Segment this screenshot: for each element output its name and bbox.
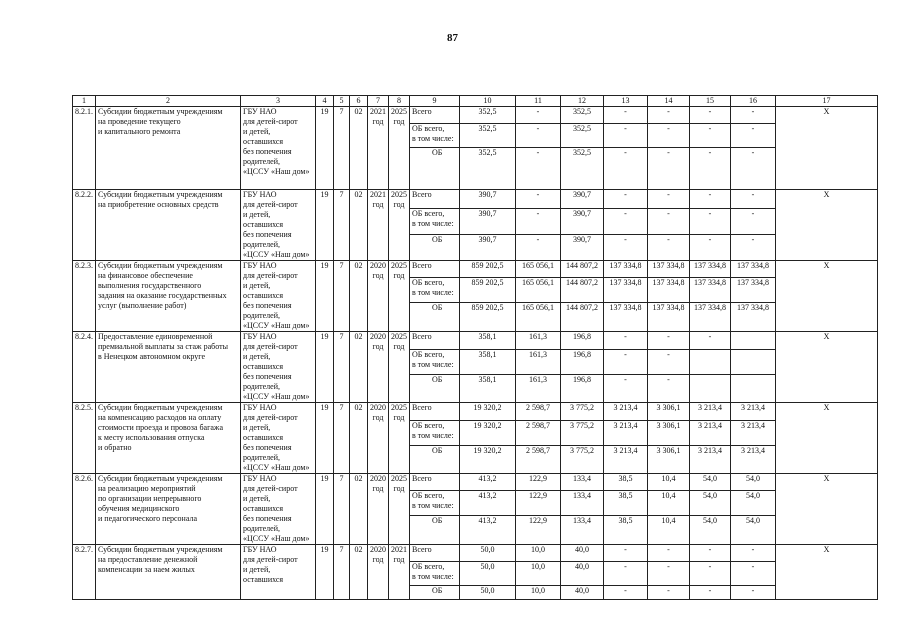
amount-cell: - bbox=[604, 562, 648, 586]
funding-source-label bbox=[410, 107, 460, 124]
col-header: 9 bbox=[410, 96, 460, 107]
col-header: 1 bbox=[73, 96, 96, 107]
item-col4: 19 bbox=[316, 545, 334, 600]
amount-cell: 10,4 bbox=[648, 516, 690, 545]
item-col5: 7 bbox=[334, 403, 350, 474]
table-row bbox=[73, 261, 878, 278]
amount-cell: 10,0 bbox=[516, 562, 561, 586]
amount-cell: - bbox=[731, 107, 776, 124]
amount-cell: 10,4 bbox=[648, 474, 690, 491]
col-header: 12 bbox=[561, 96, 604, 107]
item-col6: 02 bbox=[350, 107, 368, 190]
amount-cell: 10,0 bbox=[516, 586, 561, 600]
col-header: 11 bbox=[516, 96, 561, 107]
amount-cell: - bbox=[604, 107, 648, 124]
item-code: 8.2.6. bbox=[73, 474, 96, 545]
item-executor: ГБУ НАО для детей-сирот и детей, оставшихся без попечения родителей, «ЦССУ «Наш дом» bbox=[241, 190, 316, 261]
amount-cell: 413,2 bbox=[460, 491, 516, 516]
amount-cell: 413,2 bbox=[460, 474, 516, 491]
funding-source-text: ОБ bbox=[432, 445, 443, 455]
amount-cell: 38,5 bbox=[604, 516, 648, 545]
funding-source-text: Всего bbox=[412, 332, 432, 341]
amount-cell: - bbox=[731, 545, 776, 562]
amount-cell: 144 807,2 bbox=[561, 302, 604, 331]
amount-cell: 358,1 bbox=[460, 332, 516, 350]
amount-cell: 161,3 bbox=[516, 332, 561, 350]
item-col17: X bbox=[776, 261, 878, 332]
amount-cell: 358,1 bbox=[460, 374, 516, 402]
amount-cell: 40,0 bbox=[561, 545, 604, 562]
item-col6: 02 bbox=[350, 545, 368, 600]
col-header: 5 bbox=[334, 96, 350, 107]
amount-cell: 137 334,8 bbox=[731, 278, 776, 302]
amount-cell: - bbox=[731, 148, 776, 190]
amount-cell: 137 334,8 bbox=[648, 261, 690, 278]
amount-cell: - bbox=[731, 586, 776, 600]
amount-cell: - bbox=[690, 107, 731, 124]
amount-cell: 3 213,4 bbox=[731, 403, 776, 421]
item-col6: 02 bbox=[350, 261, 368, 332]
amount-cell: 137 334,8 bbox=[604, 302, 648, 331]
amount-cell: 859 202,5 bbox=[460, 302, 516, 331]
funding-source-text: Всего bbox=[412, 261, 432, 270]
item-name: Субсидии бюджетным учреждениям на компенсацию расходов на оплату стоимости проезда и провоза багажа к месту использования отпуска и обратно bbox=[96, 403, 241, 474]
funding-source-label bbox=[410, 586, 460, 600]
item-executor: ГБУ НАО для детей-сирот и детей, оставшихся без попечения родителей, «ЦССУ «Наш дом» bbox=[241, 474, 316, 545]
item-executor: ГБУ НАО для детей-сирот и детей, оставшихся без попечения родителей, «ЦССУ «Наш дом» bbox=[241, 261, 316, 332]
item-start-year: 2021 год bbox=[368, 190, 389, 261]
amount-cell: 122,9 bbox=[516, 491, 561, 516]
item-executor: ГБУ НАО для детей-сирот и детей, оставшихся bbox=[241, 545, 316, 600]
col-header: 2 bbox=[96, 96, 241, 107]
item-end-year: 2021 год bbox=[389, 545, 410, 600]
amount-cell: - bbox=[516, 148, 561, 190]
amount-cell: 3 306,1 bbox=[648, 403, 690, 421]
amount-cell: 137 334,8 bbox=[690, 302, 731, 331]
amount-cell: 3 775,2 bbox=[561, 420, 604, 445]
item-start-year: 2021 год bbox=[368, 107, 389, 190]
amount-cell: 3 775,2 bbox=[561, 403, 604, 421]
amount-cell: - bbox=[690, 190, 731, 209]
amount-cell: - bbox=[648, 124, 690, 148]
amount-cell: - bbox=[604, 208, 648, 235]
amount-cell: 10,0 bbox=[516, 545, 561, 562]
amount-cell: 3 213,4 bbox=[690, 403, 731, 421]
amount-cell: 3 213,4 bbox=[604, 420, 648, 445]
item-col17: X bbox=[776, 403, 878, 474]
amount-cell: - bbox=[690, 235, 731, 261]
col-header: 7 bbox=[368, 96, 389, 107]
funding-source-label bbox=[410, 491, 460, 516]
amount-cell: 161,3 bbox=[516, 349, 561, 374]
amount-cell: - bbox=[516, 208, 561, 235]
funding-source-label bbox=[410, 349, 460, 374]
item-end-year: 2025 год bbox=[389, 107, 410, 190]
table-row bbox=[73, 403, 878, 421]
funding-source-label bbox=[410, 124, 460, 148]
amount-cell: - bbox=[690, 208, 731, 235]
table-row bbox=[73, 190, 878, 209]
funding-source-text: ОБ bbox=[432, 235, 443, 245]
funding-source-text: ОБ bbox=[432, 586, 443, 595]
item-col17: X bbox=[776, 332, 878, 403]
amount-cell: 19 320,2 bbox=[460, 420, 516, 445]
funding-source-text: ОБ всего, в том числе: bbox=[412, 349, 454, 369]
amount-cell: - bbox=[648, 562, 690, 586]
funding-source-label bbox=[410, 374, 460, 402]
funding-source-text: Всего bbox=[412, 474, 432, 483]
funding-source-label bbox=[410, 148, 460, 190]
funding-source-text: Всего bbox=[412, 190, 432, 199]
amount-cell: 390,7 bbox=[460, 190, 516, 209]
amount-cell: 165 056,1 bbox=[516, 261, 561, 278]
amount-cell: - bbox=[731, 190, 776, 209]
item-col4: 19 bbox=[316, 261, 334, 332]
funding-source-text: Всего bbox=[412, 545, 432, 554]
amount-cell: - bbox=[604, 374, 648, 402]
col-header: 13 bbox=[604, 96, 648, 107]
funding-source-text: ОБ bbox=[432, 516, 443, 526]
budget-table bbox=[72, 95, 878, 600]
item-end-year: 2025 год bbox=[389, 261, 410, 332]
amount-cell: 38,5 bbox=[604, 474, 648, 491]
amount-cell: 165 056,1 bbox=[516, 302, 561, 331]
item-executor: ГБУ НАО для детей-сирот и детей, оставшихся без попечения родителей, «ЦССУ «Наш дом» bbox=[241, 403, 316, 474]
table-row bbox=[73, 545, 878, 562]
amount-cell: 196,8 bbox=[561, 374, 604, 402]
amount-cell: 196,8 bbox=[561, 332, 604, 350]
funding-source-label bbox=[410, 445, 460, 473]
item-col5: 7 bbox=[334, 474, 350, 545]
amount-cell: 54,0 bbox=[690, 491, 731, 516]
item-name: Субсидии бюджетным учреждениям на предоставление денежной компенсации за наем жилых bbox=[96, 545, 241, 600]
amount-cell: - bbox=[648, 107, 690, 124]
amount-cell: 54,0 bbox=[731, 474, 776, 491]
amount-cell: 352,5 bbox=[460, 124, 516, 148]
item-col17: X bbox=[776, 190, 878, 261]
col-header: 8 bbox=[389, 96, 410, 107]
amount-cell: 54,0 bbox=[731, 491, 776, 516]
amount-cell: 352,5 bbox=[460, 148, 516, 190]
amount-cell: 352,5 bbox=[561, 148, 604, 190]
funding-source-label bbox=[410, 302, 460, 331]
amount-cell: 50,0 bbox=[460, 545, 516, 562]
funding-source-text: ОБ bbox=[432, 374, 443, 384]
item-start-year: 2020 год bbox=[368, 261, 389, 332]
item-col5: 7 bbox=[334, 107, 350, 190]
amount-cell: - bbox=[648, 190, 690, 209]
amount-cell: 19 320,2 bbox=[460, 403, 516, 421]
amount-cell: 19 320,2 bbox=[460, 445, 516, 473]
amount-cell: 3 775,2 bbox=[561, 445, 604, 473]
item-end-year: 2025 год bbox=[389, 332, 410, 403]
amount-cell: - bbox=[648, 208, 690, 235]
table-row bbox=[73, 474, 878, 491]
item-col6: 02 bbox=[350, 474, 368, 545]
item-col6: 02 bbox=[350, 403, 368, 474]
amount-cell: 165 056,1 bbox=[516, 278, 561, 302]
amount-cell: - bbox=[604, 545, 648, 562]
item-name: Субсидии бюджетным учреждениям на приобретение основных средств bbox=[96, 190, 241, 261]
amount-cell: - bbox=[690, 545, 731, 562]
item-col17: X bbox=[776, 474, 878, 545]
amount-cell: - bbox=[648, 374, 690, 402]
funding-source-text: ОБ всего, в том числе: bbox=[412, 562, 454, 581]
amount-cell: 859 202,5 bbox=[460, 278, 516, 302]
item-col4: 19 bbox=[316, 190, 334, 261]
item-start-year: 2020 год bbox=[368, 332, 389, 403]
col-header: 4 bbox=[316, 96, 334, 107]
amount-cell: 122,9 bbox=[516, 474, 561, 491]
item-col6: 02 bbox=[350, 332, 368, 403]
funding-source-text: ОБ всего, в том числе: bbox=[412, 124, 454, 143]
page-number: 87 bbox=[447, 32, 458, 44]
amount-cell: - bbox=[690, 148, 731, 190]
item-name: Субсидии бюджетным учреждениям на финансовое обеспечение выполнения государственного задания на оказание государственных услуг (выполнение работ) bbox=[96, 261, 241, 332]
amount-cell: - bbox=[648, 586, 690, 600]
amount-cell: 137 334,8 bbox=[690, 261, 731, 278]
amount-cell: 137 334,8 bbox=[648, 278, 690, 302]
item-code: 8.2.2. bbox=[73, 190, 96, 261]
amount-cell: 2 598,7 bbox=[516, 445, 561, 473]
funding-source-text: ОБ bbox=[432, 148, 443, 157]
item-name: Субсидии бюджетным учреждениям на реализацию мероприятий по организации непрерывного обучения медицинского и педагогического персонала bbox=[96, 474, 241, 545]
item-end-year: 2025 год bbox=[389, 474, 410, 545]
funding-source-label bbox=[410, 474, 460, 491]
amount-cell: - bbox=[604, 148, 648, 190]
amount-cell: 3 306,1 bbox=[648, 420, 690, 445]
amount-cell: 137 334,8 bbox=[604, 261, 648, 278]
amount-cell: 54,0 bbox=[731, 516, 776, 545]
funding-source-label bbox=[410, 516, 460, 545]
amount-cell: 137 334,8 bbox=[690, 278, 731, 302]
item-col5: 7 bbox=[334, 332, 350, 403]
funding-source-label bbox=[410, 420, 460, 445]
funding-source-label bbox=[410, 545, 460, 562]
amount-cell: 2 598,7 bbox=[516, 403, 561, 421]
amount-cell: 137 334,8 bbox=[731, 261, 776, 278]
item-col4: 19 bbox=[316, 474, 334, 545]
col-header: 16 bbox=[731, 96, 776, 107]
item-code: 8.2.1. bbox=[73, 107, 96, 190]
amount-cell: 133,4 bbox=[561, 516, 604, 545]
funding-source-label bbox=[410, 235, 460, 261]
amount-cell: - bbox=[690, 124, 731, 148]
item-code: 8.2.3. bbox=[73, 261, 96, 332]
amount-cell: 3 213,4 bbox=[690, 445, 731, 473]
funding-source-text: ОБ всего, в том числе: bbox=[412, 491, 454, 511]
amount-cell: - bbox=[516, 124, 561, 148]
item-name: Предоставление единовременной премиальной выплаты за стаж работы в Ненецком автономном округе bbox=[96, 332, 241, 403]
amount-cell: 10,4 bbox=[648, 491, 690, 516]
item-executor: ГБУ НАО для детей-сирот и детей, оставшихся без попечения родителей, «ЦССУ «Наш дом» bbox=[241, 332, 316, 403]
item-col5: 7 bbox=[334, 261, 350, 332]
amount-cell: 390,7 bbox=[561, 208, 604, 235]
amount-cell: - bbox=[690, 586, 731, 600]
amount-cell: 2 598,7 bbox=[516, 420, 561, 445]
amount-cell: 54,0 bbox=[690, 516, 731, 545]
amount-cell: - bbox=[690, 332, 731, 350]
amount-cell bbox=[690, 349, 731, 374]
funding-source-label bbox=[410, 403, 460, 421]
funding-source-text: ОБ всего, в том числе: bbox=[412, 208, 454, 228]
amount-cell: - bbox=[648, 349, 690, 374]
amount-cell: - bbox=[516, 235, 561, 261]
amount-cell: - bbox=[604, 124, 648, 148]
col-header: 10 bbox=[460, 96, 516, 107]
funding-source-label bbox=[410, 332, 460, 350]
amount-cell: 3 306,1 bbox=[648, 445, 690, 473]
amount-cell: 3 213,4 bbox=[690, 420, 731, 445]
funding-source-text: ОБ всего, в том числе: bbox=[412, 420, 454, 440]
amount-cell: 352,5 bbox=[460, 107, 516, 124]
amount-cell: - bbox=[604, 349, 648, 374]
amount-cell: - bbox=[731, 562, 776, 586]
amount-cell bbox=[731, 349, 776, 374]
amount-cell: 196,8 bbox=[561, 349, 604, 374]
amount-cell bbox=[690, 374, 731, 402]
amount-cell: - bbox=[604, 235, 648, 261]
funding-source-label bbox=[410, 261, 460, 278]
amount-cell: 3 213,4 bbox=[731, 420, 776, 445]
amount-cell: 358,1 bbox=[460, 349, 516, 374]
amount-cell: - bbox=[648, 235, 690, 261]
item-col5: 7 bbox=[334, 545, 350, 600]
funding-source-text: ОБ bbox=[432, 302, 443, 312]
item-end-year: 2025 год bbox=[389, 190, 410, 261]
amount-cell bbox=[731, 332, 776, 350]
amount-cell: 144 807,2 bbox=[561, 278, 604, 302]
amount-cell: - bbox=[731, 208, 776, 235]
item-executor: ГБУ НАО для детей-сирот и детей, оставшихся без попечения родителей, «ЦССУ «Наш дом» bbox=[241, 107, 316, 190]
col-header: 15 bbox=[690, 96, 731, 107]
amount-cell: 3 213,4 bbox=[604, 445, 648, 473]
funding-source-text: Всего bbox=[412, 107, 432, 116]
item-col5: 7 bbox=[334, 190, 350, 261]
amount-cell: 144 807,2 bbox=[561, 261, 604, 278]
table-row bbox=[73, 332, 878, 350]
funding-source-label bbox=[410, 278, 460, 302]
item-col6: 02 bbox=[350, 190, 368, 261]
col-header: 6 bbox=[350, 96, 368, 107]
item-name: Субсидии бюджетным учреждениям на проведение текущего и капитального ремонта bbox=[96, 107, 241, 190]
item-col17: X bbox=[776, 545, 878, 600]
amount-cell: 40,0 bbox=[561, 586, 604, 600]
funding-source-text: ОБ всего, в том числе: bbox=[412, 278, 454, 298]
amount-cell: 859 202,5 bbox=[460, 261, 516, 278]
item-code: 8.2.5. bbox=[73, 403, 96, 474]
amount-cell: - bbox=[690, 562, 731, 586]
amount-cell: - bbox=[516, 107, 561, 124]
amount-cell: 40,0 bbox=[561, 562, 604, 586]
amount-cell: 3 213,4 bbox=[604, 403, 648, 421]
amount-cell: 352,5 bbox=[561, 124, 604, 148]
col-header: 17 bbox=[776, 96, 878, 107]
amount-cell: - bbox=[516, 190, 561, 209]
amount-cell: - bbox=[731, 235, 776, 261]
amount-cell: 50,0 bbox=[460, 562, 516, 586]
amount-cell: 50,0 bbox=[460, 586, 516, 600]
amount-cell: - bbox=[731, 124, 776, 148]
table-row bbox=[73, 107, 878, 124]
item-col4: 19 bbox=[316, 403, 334, 474]
funding-source-label bbox=[410, 190, 460, 209]
col-header: 3 bbox=[241, 96, 316, 107]
amount-cell: 137 334,8 bbox=[604, 278, 648, 302]
funding-source-text: Всего bbox=[412, 403, 432, 412]
amount-cell bbox=[731, 374, 776, 402]
amount-cell: 54,0 bbox=[690, 474, 731, 491]
amount-cell: 137 334,8 bbox=[648, 302, 690, 331]
item-col17: X bbox=[776, 107, 878, 190]
amount-cell: 413,2 bbox=[460, 516, 516, 545]
funding-source-label bbox=[410, 562, 460, 586]
amount-cell: 390,7 bbox=[561, 235, 604, 261]
amount-cell: 133,4 bbox=[561, 474, 604, 491]
amount-cell: 390,7 bbox=[561, 190, 604, 209]
amount-cell: - bbox=[604, 586, 648, 600]
amount-cell: 390,7 bbox=[460, 235, 516, 261]
funding-source-label bbox=[410, 208, 460, 235]
item-col4: 19 bbox=[316, 332, 334, 403]
item-start-year: 2020 год bbox=[368, 474, 389, 545]
amount-cell: - bbox=[604, 332, 648, 350]
amount-cell: - bbox=[648, 148, 690, 190]
item-end-year: 2025 год bbox=[389, 403, 410, 474]
amount-cell: - bbox=[604, 190, 648, 209]
column-number-row bbox=[73, 96, 878, 107]
item-col4: 19 bbox=[316, 107, 334, 190]
amount-cell: - bbox=[648, 332, 690, 350]
amount-cell: 161,3 bbox=[516, 374, 561, 402]
amount-cell: 137 334,8 bbox=[731, 302, 776, 331]
item-code: 8.2.4. bbox=[73, 332, 96, 403]
amount-cell: 133,4 bbox=[561, 491, 604, 516]
item-start-year: 2020 год bbox=[368, 545, 389, 600]
amount-cell: - bbox=[648, 545, 690, 562]
amount-cell: 38,5 bbox=[604, 491, 648, 516]
item-code: 8.2.7. bbox=[73, 545, 96, 600]
amount-cell: 352,5 bbox=[561, 107, 604, 124]
col-header: 14 bbox=[648, 96, 690, 107]
amount-cell: 390,7 bbox=[460, 208, 516, 235]
amount-cell: 3 213,4 bbox=[731, 445, 776, 473]
item-start-year: 2020 год bbox=[368, 403, 389, 474]
amount-cell: 122,9 bbox=[516, 516, 561, 545]
